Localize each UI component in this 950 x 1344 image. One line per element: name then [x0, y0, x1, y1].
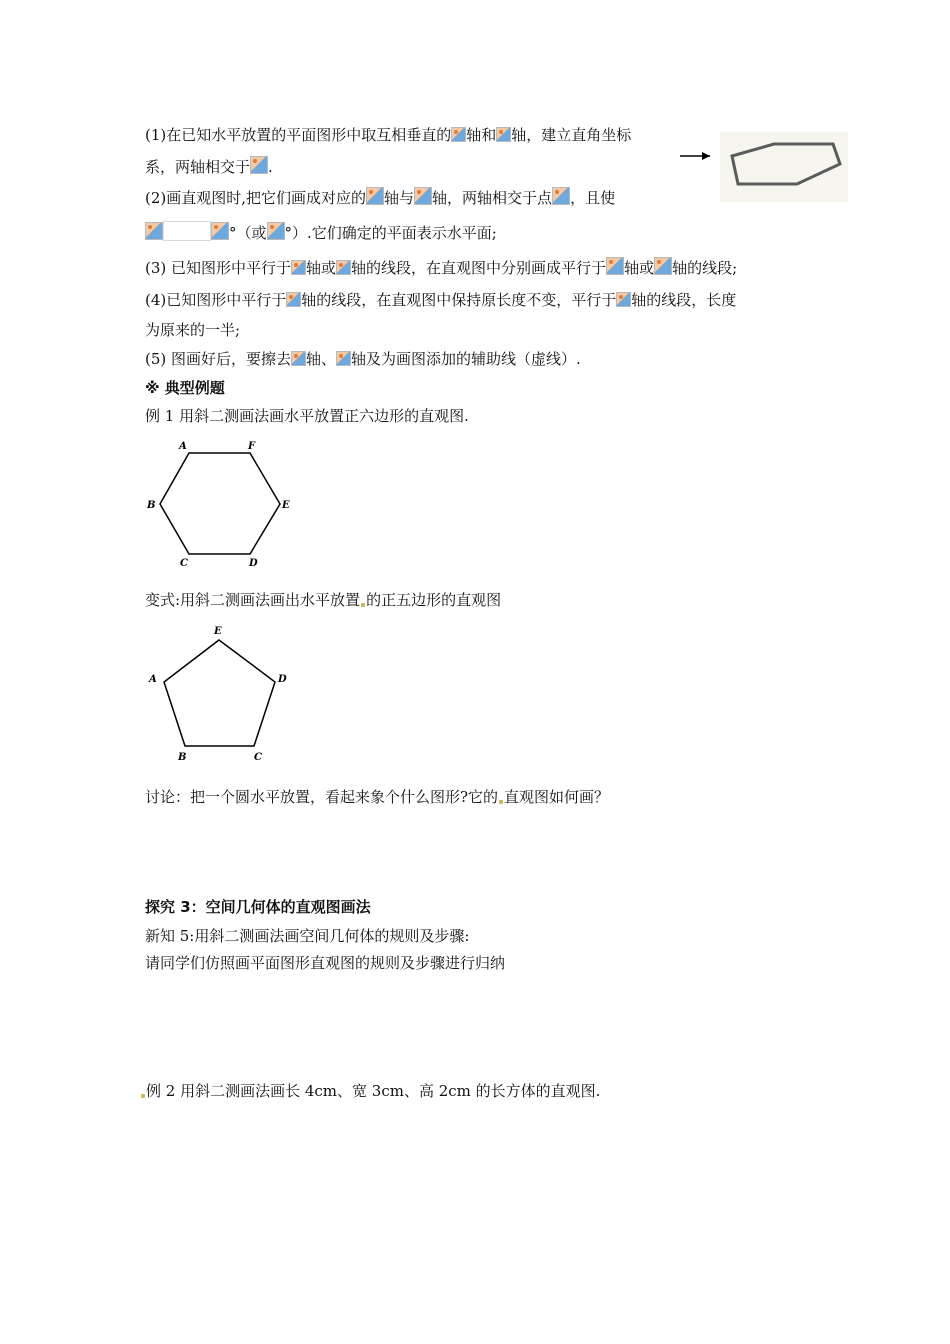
rule-4-line-2: [145, 320, 240, 340]
rule-1-line-2: [145, 156, 273, 177]
variant-exercise: [145, 590, 501, 610]
rule-text: 轴或: [306, 259, 337, 277]
missing-image-icon: [451, 127, 466, 142]
rule-3: [145, 257, 737, 278]
rule-text: 为原来的一半;: [145, 321, 241, 339]
rule-text: (1)在已知水平放置的平面图形中取互相垂直的: [145, 126, 452, 144]
rule-1-line-1: [145, 125, 631, 145]
example-2: [140, 1081, 600, 1101]
rule-text: 轴、: [306, 350, 337, 368]
rule-text: 轴及为画图添加的辅助线（虚线）.: [351, 350, 581, 368]
rule-text: °（或: [229, 224, 267, 242]
missing-image-icon: [336, 260, 351, 275]
rule-text: .: [268, 158, 273, 176]
rule-text: 轴和: [466, 126, 497, 144]
rule-text: (5) 图画好后，要擦去: [145, 350, 292, 368]
missing-image-icon: [145, 222, 163, 240]
hexagon-figure: [140, 432, 300, 572]
rule-text: 轴与: [384, 189, 415, 207]
rule-text: 轴或: [624, 259, 655, 277]
hexagon-label-b: B: [147, 500, 156, 511]
rule-text: 轴的线段，在直观图中保持原长度不变，平行于: [301, 291, 617, 309]
regular-hexagon: [160, 453, 280, 554]
missing-image-icon: [291, 260, 306, 275]
rule-text: (4)已知图形中平行于: [145, 291, 287, 309]
new-knowledge: 新知 5:用斜二测画法画空间几何体的规则及步骤:: [145, 927, 470, 945]
pentagon-label-b: B: [178, 752, 187, 763]
instruction: 请同学们仿照画平面图形直观图的规则及步骤进行归纳: [145, 954, 506, 972]
rule-text: 轴，两轴相交于点: [432, 189, 553, 207]
rule-2-line-1: [145, 187, 615, 208]
rule-5: [145, 349, 581, 369]
hexagon-label-d: D: [249, 558, 258, 569]
discussion-text: 直观图如何画？: [504, 788, 610, 806]
variant-text: 变式:用斜二测画法画出水平放置: [145, 591, 361, 609]
pentagon-label-a: A: [149, 674, 157, 685]
example-1: 例 1 用斜二测画法画水平放置正六边形的直观图.: [145, 407, 469, 425]
variant-text: 的正五边形的直观图: [366, 591, 502, 609]
hexagon-label-a: A: [179, 441, 187, 452]
missing-image-icon: [211, 222, 229, 240]
discussion-text: 讨论：把一个圆水平放置，看起来象个什么图形?它的: [145, 788, 499, 806]
missing-image-icon: [616, 292, 631, 307]
regular-pentagon: [164, 640, 275, 746]
pentagon-label-c: C: [254, 752, 262, 763]
missing-image-icon: [496, 127, 511, 142]
pentagon-figure: [140, 620, 300, 770]
missing-image-icon: [267, 222, 285, 240]
hexagon-label-e: E: [282, 500, 290, 511]
missing-image-icon: [552, 187, 570, 205]
rule-4-line-1: [145, 290, 736, 310]
rule-text: 系，两轴相交于: [145, 158, 251, 176]
rule-text: °）.它们确定的平面表示水平面;: [284, 224, 497, 242]
arrow-and-oblique-hexagon-figure: [676, 128, 850, 204]
mark-dot: [499, 800, 503, 804]
missing-image-icon: [366, 187, 384, 205]
section-title: ※ 典型例题: [145, 379, 225, 397]
blank-box: [163, 221, 211, 241]
rule-text: ，且使: [570, 189, 616, 207]
missing-image-icon: [291, 351, 306, 366]
rule-text: 轴，建立直角坐标: [511, 126, 632, 144]
pentagon-label-d: D: [278, 674, 287, 685]
pentagon-label-e: E: [214, 626, 222, 637]
explore-title: 探究 3：空间几何体的直观图画法: [145, 898, 371, 916]
discussion: [145, 787, 609, 807]
mark-dot: [361, 603, 365, 607]
missing-image-icon: [250, 156, 268, 174]
rule-text: (3) 已知图形中平行于: [145, 259, 292, 277]
missing-image-icon: [654, 257, 672, 275]
mark-dot: [141, 1094, 145, 1098]
rule-text: (2)画直观图时,把它们画成对应的: [145, 189, 367, 207]
missing-image-icon: [414, 187, 432, 205]
rule-text: 轴的线段，长度: [631, 291, 737, 309]
missing-image-icon: [336, 351, 351, 366]
rule-2-line-2: [145, 221, 497, 243]
arrow-head: [702, 152, 710, 160]
hexagon-label-c: C: [180, 558, 188, 569]
missing-image-icon: [286, 292, 301, 307]
example-2-text: 例 2 用斜二测画法画长 4cm、宽 3cm、高 2cm 的长方体的直观图.: [146, 1082, 601, 1100]
rule-text: 轴的线段，在直观图中分别画成平行于: [351, 259, 607, 277]
missing-image-icon: [606, 257, 624, 275]
hexagon-label-f: F: [248, 441, 256, 452]
rule-text: 轴的线段;: [672, 259, 738, 277]
